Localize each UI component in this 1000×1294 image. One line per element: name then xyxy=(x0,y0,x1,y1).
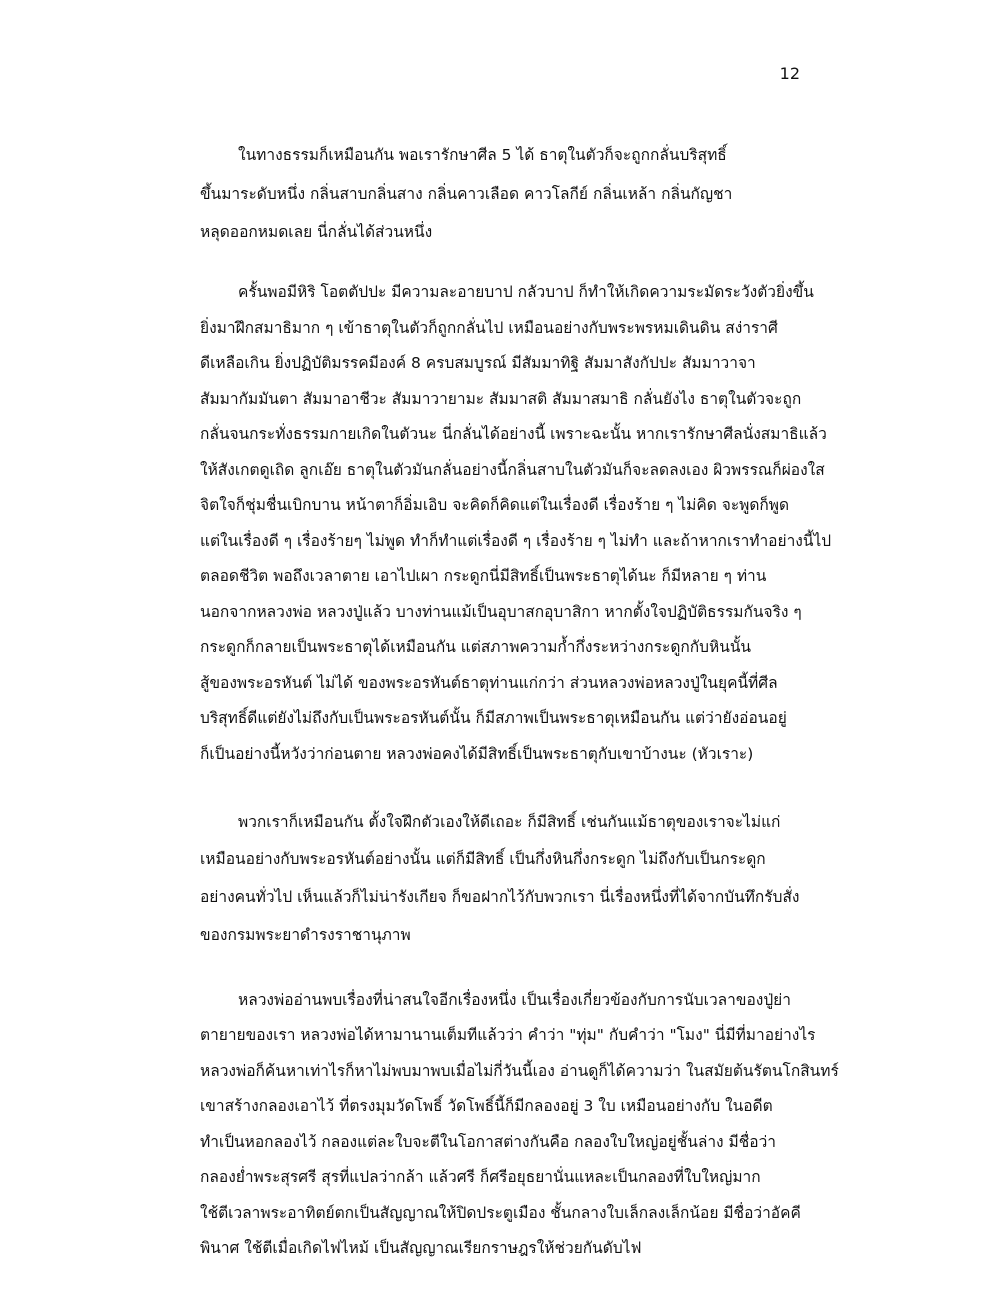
text-line: ตลอดชีวิต พอถึงเวลาตาย เอาไปเผา กระดูกนี่มีสิทธิ์เป็นพระธาตุได้นะ ก็มีหลาย ๆ ท่าน xyxy=(200,567,767,585)
text-line: กระดูกก็กลายเป็นพระธาตุได้เหมือนกัน แต่สภาพความก้ำกึ่งระหว่างกระดูกกับหินนั้น xyxy=(200,638,752,656)
text-line: ดีเหลือเกิน ยิ่งปฏิบัติมรรคมีองค์ 8 ครบสมบูรณ์ มีสัมมาทิฐิ สัมมาสังกัปปะ สัมมาวาจา xyxy=(200,354,756,372)
text-line: ในทางธรรมก็เหมือนกัน พอเรารักษาศีล 5 ได้ ธาตุในตัวก็จะถูกกลั่นบริสุทธิ์ xyxy=(238,146,727,164)
text-line: หลวงพ่อก็ค้นหาเท่าไรก็หาไม่พบมาพบเมื่อไม่กี่วันนี้เอง อ่านดูก็ได้ความว่า ในสมัยต้นรัตนโกสินทร์ xyxy=(200,1062,839,1080)
text-line: เขาสร้างกลองเอาไว้ ที่ตรงมุมวัดโพธิ์ วัดโพธิ์นี้ก็มีกลองอยู่ 3 ใบ เหมือนอย่างกับ ในอดีต xyxy=(200,1097,773,1115)
text-line: กลองย่ำพระสุรศรี สุรที่แปลว่ากล้า แล้วศรี ก็ศรีอยุธยานั่นแหละเป็นกลองที่ใบใหญ่มาก xyxy=(200,1168,761,1186)
text-line: ครั้นพอมีหิริ โอตตัปปะ มีความละอายบาป กลัวบาป ก็ทำให้เกิดความระมัดระวังตัวยิ่งขึ้น xyxy=(238,283,814,301)
text-line: ของกรมพระยาดำรงราชานุภาพ xyxy=(200,926,411,944)
text-line: นอกจากหลวงพ่อ หลวงปู่แล้ว บางท่านแม้เป็นอุบาสกอุบาสิกา หากตั้งใจปฏิบัติธรรมกันจริง ๆ xyxy=(200,603,802,621)
text-line: อย่างคนทั่วไป เห็นแล้วก็ไม่น่ารังเกียจ ก็ขอฝากไว้กับพวกเรา นี่เรื่องหนึ่งที่ได้จากบันทึกรับสั่ง xyxy=(200,888,800,906)
text-line: สัมมากัมมันตา สัมมาอาชีวะ สัมมาวายามะ สัมมาสติ สัมมาสมาธิ กลั่นยังไง ธาตุในตัวจะถูก xyxy=(200,390,802,408)
text-line: ให้สังเกตดูเถิด ลูกเอ๊ย ธาตุในตัวมันกลั่นอย่างนี้กลิ่นสาบในตัวมันก็จะลดลงเอง ผิวพรรณก็ผ่องใส xyxy=(200,461,825,479)
text-line: แต่ในเรื่องดี ๆ เรื่องร้ายๆ ไม่พูด ทำก็ทำแต่เรื่องดี ๆ เรื่องร้าย ๆ ไม่ทำ และถ้าหากเราทำอย่างนี้ไป xyxy=(200,532,832,550)
text-line: เหมือนอย่างกับพระอรหันต์อย่างนั้น แต่ก็มีสิทธิ์ เป็นกึ่งหินกึ่งกระดูก ไม่ถึงกับเป็นกระดูก xyxy=(200,850,766,868)
page-number: 12 xyxy=(779,64,800,83)
text-line: กลั่นจนกระทั่งธรรมกายเกิดในตัวนะ นี่กลั่นได้อย่างนี้ เพราะฉะนั้น หากเรารักษาศีลนั่งสมาธิแล้ว xyxy=(200,425,827,443)
text-line: ใช้ตีเวลาพระอาทิตย์ตกเป็นสัญญาณให้ปิดประตูเมือง ชั้นกลางใบเล็กลงเล็กน้อย มีชื่อว่าอัคคี xyxy=(200,1204,801,1222)
text-line: หลุดออกหมดเลย นี่กลั่นได้ส่วนหนึ่ง xyxy=(200,223,433,241)
text-line: ก็เป็นอย่างนี้หวังว่าก่อนตาย หลวงพ่อคงได้มีสิทธิ์เป็นพระธาตุกับเขาบ้างนะ (หัวเราะ) xyxy=(200,745,754,763)
text-line: ขึ้นมาระดับหนึ่ง กลิ่นสาบกลิ่นสาง กลิ่นคาวเลือด คาวโลกีย์ กลิ่นเหล้า กลิ่นกัญชา xyxy=(200,185,733,203)
text-line: ทำเป็นหอกลองไว้ กลองแต่ละใบจะตีในโอกาสต่างกันคือ กลองใบใหญ่อยู่ชั้นล่าง มีชื่อว่า xyxy=(200,1133,776,1151)
text-line: พวกเราก็เหมือนกัน ตั้งใจฝึกตัวเองให้ดีเถอะ ก็มีสิทธิ์ เช่นกันแม้ธาตุของเราจะไม่แก่ xyxy=(238,813,781,831)
text-line: ตายายของเรา หลวงพ่อได้หามานานเต็มทีแล้วว่า คำว่า "ทุ่ม" กับคำว่า "โมง" นี่มีที่มาอย่างไร xyxy=(200,1026,816,1044)
text-line: จิตใจก็ชุ่มชื่นเบิกบาน หน้าตาก็อิ่มเอิบ จะคิดก็คิดแต่ในเรื่องดี เรื่องร้าย ๆ ไม่คิด จะพูดก็พูด xyxy=(200,496,790,514)
text-line: ยิ่งมาฝึกสมาธิมาก ๆ เข้าธาตุในตัวก็ถูกกลั่นไป เหมือนอย่างกับพระพรหมเดินดิน สง่าราศี xyxy=(200,319,778,337)
text-line: หลวงพ่ออ่านพบเรื่องที่น่าสนใจอีกเรื่องหนึ่ง เป็นเรื่องเกี่ยวข้องกับการนับเวลาของปู่ย่า xyxy=(238,991,791,1009)
text-line: สู้ของพระอรหันต์ ไม่ได้ ของพระอรหันต์ธาตุท่านแก่กว่า ส่วนหลวงพ่อหลวงปู่ในยุคนี้ที่ศีล xyxy=(200,674,778,692)
text-line: บริสุทธิ์ดีแต่ยังไม่ถึงกับเป็นพระอรหันต์นั้น ก็มีสภาพเป็นพระธาตุเหมือนกัน แต่ว่ายังอ่อนอยู่ xyxy=(200,709,787,727)
text-line: พินาศ ใช้ตีเมื่อเกิดไฟไหม้ เป็นสัญญาณเรียกราษฎรให้ช่วยกันดับไฟ xyxy=(200,1239,642,1257)
